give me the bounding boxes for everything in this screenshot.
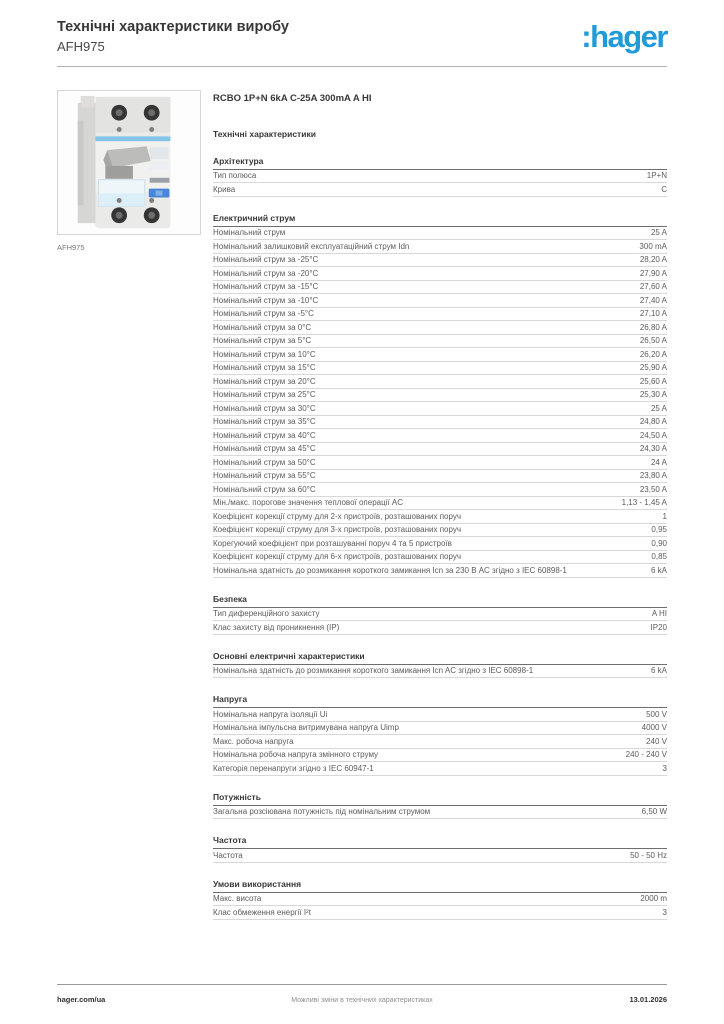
- spec-label: Номінальний струм за -20°C: [213, 268, 319, 278]
- footer-date: 13.01.2026: [629, 995, 667, 1004]
- spec-label: Корегуючий коефіцієнт при розташуванні поруч 4 та 5 пристроїв: [213, 538, 452, 548]
- hager-logo: :hager: [581, 19, 667, 54]
- spec-label: Номінальний струм за -5°C: [213, 309, 314, 319]
- section-heading: Безпека: [213, 594, 667, 608]
- spec-value: 1,13 - 1,45 A: [621, 498, 667, 508]
- spec-value: 6 kA: [650, 666, 667, 676]
- spec-label: Коефіцієнт корекції струму для 2-х пристроїв, розташованих поруч: [213, 511, 462, 521]
- spec-row: [213, 551, 667, 565]
- spec-label: Номінальний струм за 45°C: [213, 444, 316, 454]
- main-content: [57, 90, 667, 920]
- spec-row: [213, 240, 667, 254]
- spec-row: [213, 362, 667, 376]
- spec-row: [213, 402, 667, 416]
- spec-value: 500 V: [646, 709, 667, 719]
- spec-label: Номінальний струм за 5°C: [213, 336, 312, 346]
- spec-row: [213, 227, 667, 241]
- spec-label: Номінальний струм за -10°C: [213, 295, 319, 305]
- section-heading: Потужність: [213, 792, 667, 806]
- spec-value: 27,40 A: [639, 295, 667, 305]
- spec-row: [213, 375, 667, 389]
- spec-row: [213, 483, 667, 497]
- spec-row: [213, 893, 667, 907]
- spec-row: [213, 510, 667, 524]
- spec-label: Номінальна здатність до розмикання короткого замикання Icn AC згідно з IEC 60898-1: [213, 666, 534, 676]
- spec-row: [213, 348, 667, 362]
- spec-label: Коефіцієнт корекції струму для 6-х пристроїв, розташованих поруч: [213, 552, 462, 562]
- spec-row: [213, 497, 667, 511]
- spec-label: Номінальний струм за 25°C: [213, 390, 316, 400]
- spec-value: 6,50 W: [641, 807, 667, 817]
- spec-value: 1P+N: [646, 171, 667, 181]
- spec-value: 24,50 A: [639, 430, 667, 440]
- spec-label: Частота: [213, 850, 243, 860]
- spec-row: [213, 722, 667, 736]
- page-footer: [57, 984, 667, 1004]
- spec-value: 300 mA: [639, 241, 667, 251]
- spec-value: 27,60 A: [639, 282, 667, 292]
- spec-row: [213, 321, 667, 335]
- footer-website: hager.com/ua: [57, 995, 106, 1004]
- spec-label: Номінальний струм за 50°C: [213, 457, 316, 467]
- product-image-caption: AFH975: [57, 242, 85, 252]
- spec-label: Номінальний струм за 55°C: [213, 471, 316, 481]
- spec-value: 4000 V: [641, 723, 667, 733]
- spec-label: Загальна розсіювана потужність під номінальним струмом: [213, 807, 431, 817]
- spec-value: 0,95: [651, 525, 667, 535]
- spec-label: Номінальна робоча напруга змінного струму: [213, 750, 379, 760]
- spec-value: 50 - 50 Hz: [630, 850, 667, 860]
- tech-characteristics-heading: Технічні характеристики: [213, 128, 316, 139]
- specs-column: [213, 90, 667, 920]
- spec-value: 25,90 A: [639, 363, 667, 373]
- spec-sections: [213, 156, 667, 920]
- spec-row: [213, 429, 667, 443]
- spec-row: [213, 608, 667, 622]
- spec-row: [213, 665, 667, 679]
- spec-label: Номінальна напруга ізоляції Ui: [213, 709, 328, 719]
- spec-label: Номінальна здатність до розмикання короткого замикання Icn за 230 В АС згідно з IEC 60898-1: [213, 565, 567, 575]
- spec-label: Номінальний струм за 10°C: [213, 349, 316, 359]
- spec-label: Номінальний струм за -25°C: [213, 255, 319, 265]
- spec-label: Номінальний струм за 0°C: [213, 322, 312, 332]
- spec-section: [213, 792, 667, 820]
- document-title: Технічні характеристики виробу: [57, 19, 289, 35]
- spec-section: [213, 213, 667, 578]
- section-heading: Умови використання: [213, 879, 667, 893]
- spec-row: [213, 735, 667, 749]
- spec-label: Номінальний струм за 35°C: [213, 417, 316, 427]
- spec-value: 240 - 240 V: [625, 750, 667, 760]
- spec-section: [213, 835, 667, 863]
- spec-row: [213, 749, 667, 763]
- section-heading: Основні електричні характеристики: [213, 651, 667, 665]
- spec-label: Номінальний струм: [213, 228, 286, 238]
- spec-row: [213, 335, 667, 349]
- spec-row: [213, 170, 667, 184]
- spec-value: 240 V: [646, 736, 667, 746]
- spec-row: [213, 456, 667, 470]
- spec-row: [213, 308, 667, 322]
- spec-row: [213, 621, 667, 635]
- spec-row: [213, 389, 667, 403]
- spec-value: 26,80 A: [639, 322, 667, 332]
- spec-section: [213, 156, 667, 197]
- spec-label: Клас обмеження енергії I²t: [213, 907, 311, 917]
- spec-row: [213, 267, 667, 281]
- spec-value: 24,80 A: [639, 417, 667, 427]
- spec-value: 0,90: [651, 538, 667, 548]
- spec-row: [213, 849, 667, 863]
- spec-label: Макс. робоча напруга: [213, 736, 294, 746]
- spec-value: A HI: [651, 609, 667, 619]
- spec-row: [213, 708, 667, 722]
- spec-row: [213, 470, 667, 484]
- product-reference: AFH975: [57, 39, 105, 55]
- spec-row: [213, 443, 667, 457]
- spec-value: 3: [662, 763, 667, 773]
- spec-section: [213, 651, 667, 679]
- spec-label: Категорія перенапруги згідно з IEC 60947-1: [213, 763, 374, 773]
- spec-row: [213, 537, 667, 551]
- spec-row: [213, 762, 667, 776]
- spec-section: [213, 879, 667, 920]
- spec-label: Номінальний струм за 60°C: [213, 484, 316, 494]
- spec-row: [213, 254, 667, 268]
- section-heading: Архітектура: [213, 156, 667, 170]
- spec-label: Номінальний струм за 20°C: [213, 376, 316, 386]
- rcbo-product-image: [58, 91, 200, 234]
- spec-value: 28,20 A: [639, 255, 667, 265]
- spec-row: [213, 806, 667, 820]
- section-heading: Напруга: [213, 694, 667, 708]
- spec-label: Тип полюса: [213, 171, 257, 181]
- spec-row: [213, 524, 667, 538]
- spec-value: 25 A: [650, 403, 667, 413]
- spec-value: 24,30 A: [639, 444, 667, 454]
- spec-row: [213, 294, 667, 308]
- product-title: RCBO 1P+N 6kA C-25A 300mA A HI: [213, 92, 372, 104]
- spec-value: 3: [662, 907, 667, 917]
- spec-row: [213, 281, 667, 295]
- spec-value: 1: [662, 511, 667, 521]
- footer-disclaimer: Можливі зміни в технічних характеристиках: [291, 997, 433, 1004]
- spec-label: Клас захисту від проникнення (IP): [213, 622, 340, 632]
- spec-label: Коефіцієнт корекції струму для 3-х пристроїв, розташованих поруч: [213, 525, 462, 535]
- spec-value: 27,10 A: [639, 309, 667, 319]
- spec-value: 2000 m: [640, 894, 667, 904]
- spec-label: Номінальний струм за 30°C: [213, 403, 316, 413]
- spec-label: Макс. висота: [213, 894, 262, 904]
- spec-row: [213, 906, 667, 920]
- footer-divider: [57, 984, 667, 985]
- spec-row: [213, 183, 667, 197]
- spec-value: 27,90 A: [639, 268, 667, 278]
- product-column: [57, 90, 202, 252]
- spec-label: Номінальний струм за -15°C: [213, 282, 319, 292]
- spec-value: 6 kA: [650, 565, 667, 575]
- header-text-block: [57, 19, 289, 55]
- spec-label: Мін./макс. порогове значення теплової операції AC: [213, 498, 404, 508]
- spec-value: 25 A: [650, 228, 667, 238]
- spec-value: 0,85: [651, 552, 667, 562]
- spec-label: Номінальний струм за 15°C: [213, 363, 316, 373]
- spec-label: Номінальний залишковий експлуатаційний струм Idn: [213, 241, 410, 251]
- spec-label: Номінальна імпульсна витримувана напруга Uimp: [213, 723, 399, 733]
- spec-row: [213, 416, 667, 430]
- footer-row: [57, 995, 667, 1004]
- spec-label: Тип диференційного захисту: [213, 609, 320, 619]
- spec-value: 23,80 A: [639, 471, 667, 481]
- product-image-frame: [57, 90, 201, 235]
- spec-value: 24 A: [650, 457, 667, 467]
- page-header: [57, 0, 667, 67]
- spec-value: IP20: [650, 622, 667, 632]
- spec-value: 23,50 A: [639, 484, 667, 494]
- spec-section: [213, 594, 667, 635]
- spec-value: 26,50 A: [639, 336, 667, 346]
- spec-label: Крива: [213, 184, 236, 194]
- spec-row: [213, 564, 667, 578]
- section-heading: Частота: [213, 835, 667, 849]
- spec-label: Номінальний струм за 40°C: [213, 430, 316, 440]
- spec-value: C: [661, 184, 667, 194]
- section-heading: Електричний струм: [213, 213, 667, 227]
- spec-value: 25,60 A: [639, 376, 667, 386]
- spec-value: 26,20 A: [639, 349, 667, 359]
- spec-section: [213, 694, 667, 776]
- spec-value: 25,30 A: [639, 390, 667, 400]
